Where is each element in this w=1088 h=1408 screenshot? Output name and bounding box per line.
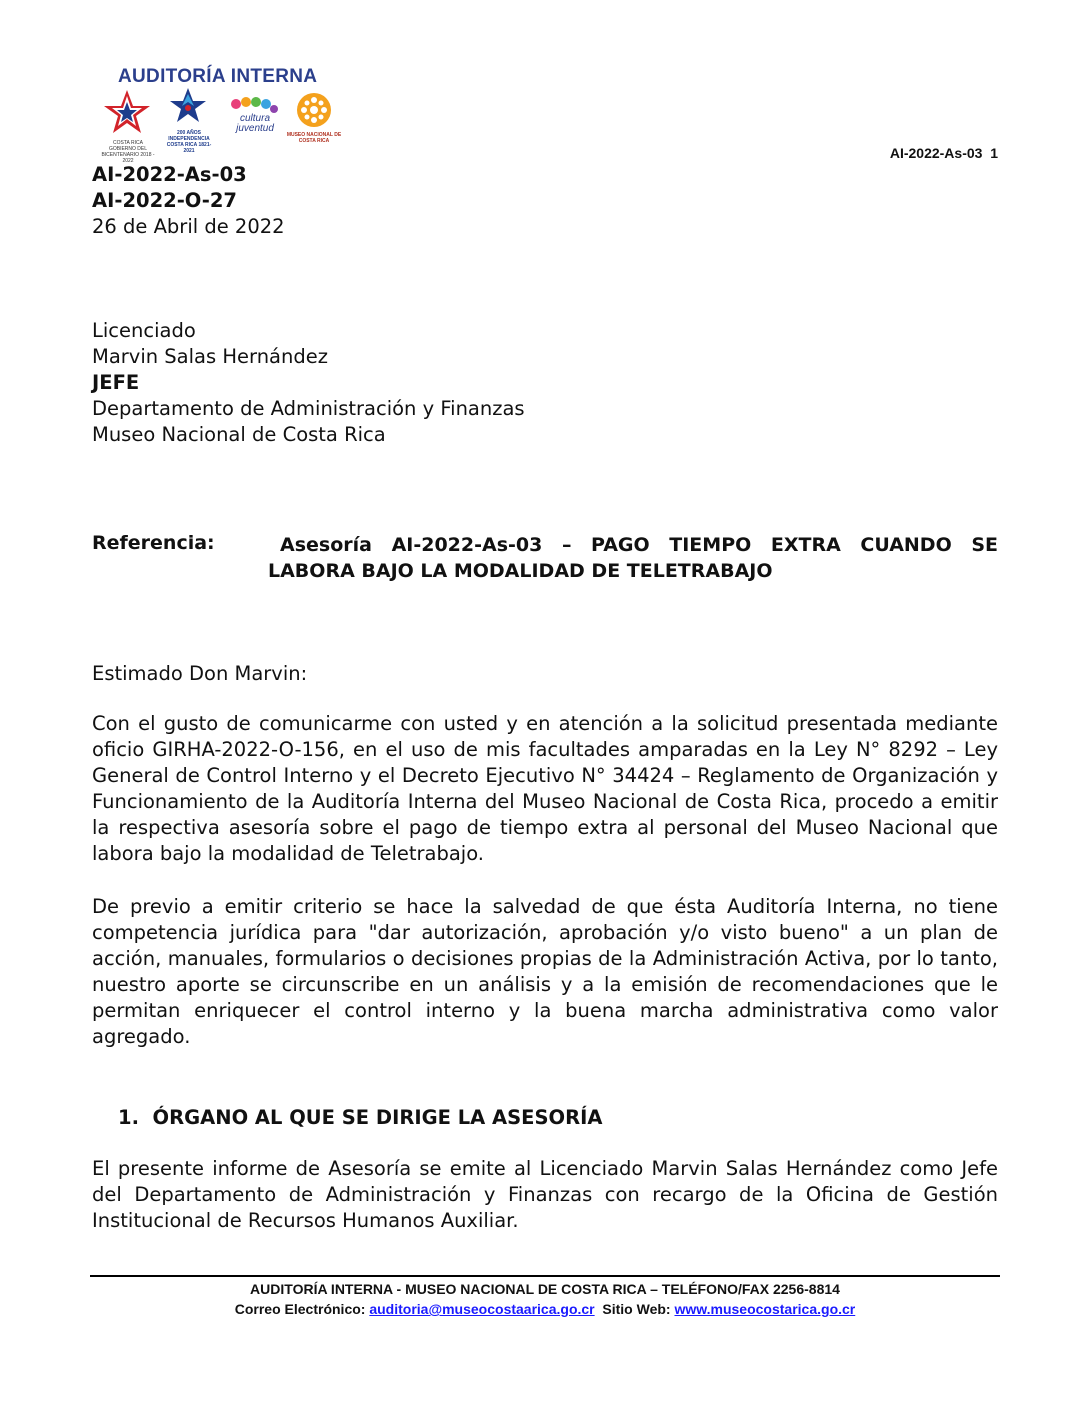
bicentenario-logo-caption: 200 AÑOS INDEPENDENCIA COSTA RICA 1821-2021 xyxy=(166,130,212,154)
cultura-juventud-caption: cultura juventud xyxy=(236,113,274,134)
bicentenario-logo xyxy=(168,86,208,126)
footer-divider xyxy=(90,1275,1000,1277)
recipient-institution: Museo Nacional de Costa Rica xyxy=(92,423,386,446)
footer-email-link[interactable]: auditoria@museocostaarica.go.cr xyxy=(369,1301,595,1317)
logo-title: AUDITORÍA INTERNA xyxy=(118,66,318,87)
reference-text: Asesoría AI-2022-As-03 – PAGO TIEMPO EXTRA CUANDO SE LABORA BAJO LA MODALIDAD DE TELETRABAJO xyxy=(268,534,998,582)
footer-web-link[interactable]: www.museocostarica.go.cr xyxy=(674,1301,856,1317)
footer-web-label: Sitio Web: xyxy=(602,1301,671,1317)
paragraph-3: El presente informe de Asesoría se emite al Licenciado Marvin Salas Hernández como Jefe del Departamento de Administración y Finanzas con recargo de la Oficina de Gestión Institucional de Recursos Humanos Auxiliar. xyxy=(92,1157,998,1232)
museo-nacional-caption: MUSEO NACIONAL DE COSTA RICA xyxy=(286,132,342,144)
paragraph-2: De previo a emitir criterio se hace la salvedad de que ésta Auditoría Interna, no tiene competencia jurídica para "dar autorización, aprobación y/o visto bueno" a un plan de acción, manuales, formularios o decisiones propias de la Administración Activa, por lo tanto, nuestro aporte se circunscribe en un análisis y a la emisión de recomendaciones que le permitan enriquecer el control interno y la buena marcha administrativa como valor agregado. xyxy=(92,895,998,1048)
reference-label: Referencia: xyxy=(92,532,215,554)
section-1-heading: 1. ÓRGANO AL QUE SE DIRIGE LA ASESORÍA xyxy=(118,1106,603,1129)
footer-line-2 xyxy=(90,1301,1000,1317)
greeting: Estimado Don Marvin: xyxy=(92,662,308,685)
recipient-name: Marvin Salas Hernández xyxy=(92,345,328,368)
costa-rica-logo-caption: COSTA RICA GOBIERNO DEL BICENTENARIO 2018 - 2022 xyxy=(101,140,155,164)
museo-nacional-logo xyxy=(296,92,332,128)
footer-line-1: AUDITORÍA INTERNA - MUSEO NACIONAL DE COSTA RICA – TELÉFONO/FAX 2256-8814 xyxy=(250,1281,840,1297)
recipient-department: Departamento de Administración y Finanzas xyxy=(92,397,525,420)
recipient-title: Licenciado xyxy=(92,319,196,342)
header-logo-block xyxy=(100,62,350,164)
document-ref-1: AI-2022-As-03 xyxy=(92,163,247,186)
costa-rica-star-logo xyxy=(100,88,155,140)
page-reference: AI-2022-As-03 1 xyxy=(889,145,998,161)
document-date: 26 de Abril de 2022 xyxy=(92,215,285,238)
paragraph-1: Con el gusto de comunicarme con usted y en atención a la solicitud presentada mediante oficio GIRHA-2022-O-156, en el uso de mis facultades amparadas en la Ley N° 8292 – Ley General de Control Interno y el Decreto Ejecutivo N° 34424 – Reglamento de Organización y Funcionamiento de la Auditoría Interna del Museo Nacional de Costa Rica, procedo a emitir la respectiva asesoría sobre el pago de tiempo extra al personal del Museo Nacional que labora bajo la modalidad de Teletrabajo. xyxy=(92,712,998,865)
recipient-role: JEFE xyxy=(92,371,140,394)
document-ref-2: AI-2022-O-27 xyxy=(92,189,237,212)
footer-email-label: Correo Electrónico: xyxy=(234,1301,366,1317)
